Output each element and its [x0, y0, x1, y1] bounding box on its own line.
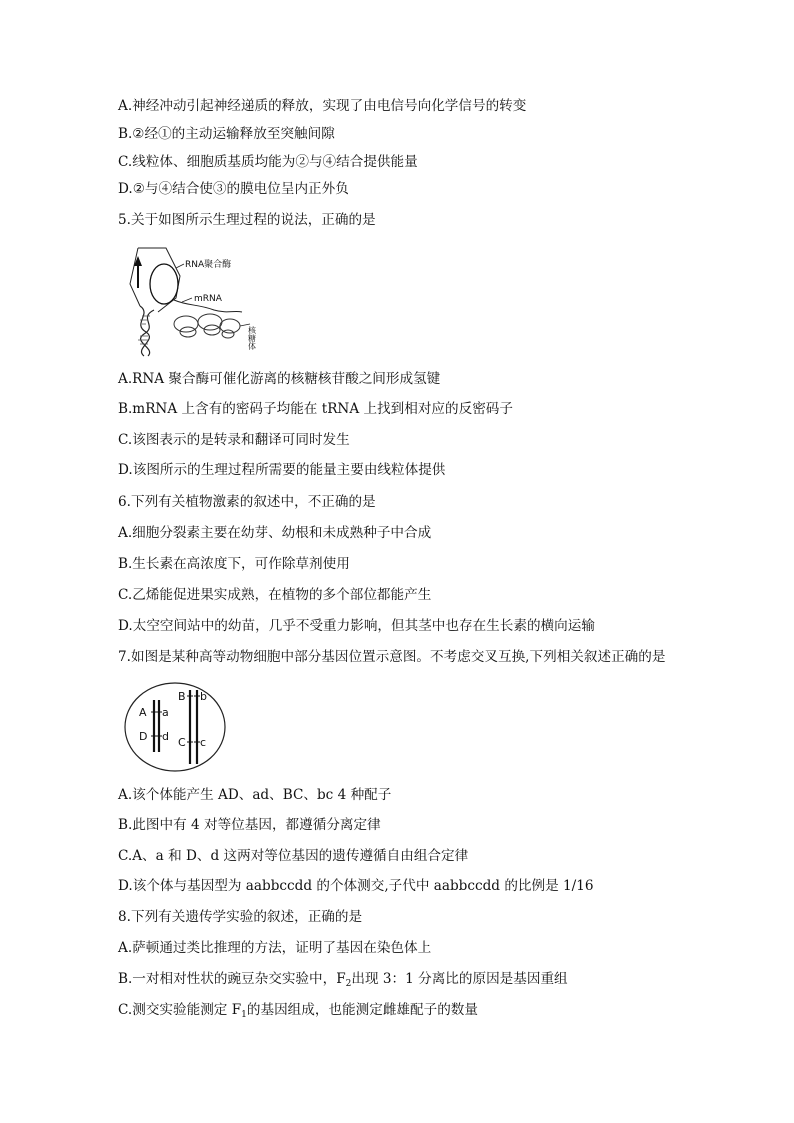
rna-polymerase-pointer — [176, 264, 184, 268]
q6-stem: 6.下列有关植物激素的叙述中，不正确的是 — [118, 494, 376, 510]
gene-label-D: D — [139, 730, 148, 743]
q8-option-c-subscript: 1 — [241, 1010, 247, 1020]
ribosomes — [174, 314, 240, 338]
transcription-translation-figure — [118, 240, 278, 358]
q8-option-b-post: 出现 3：1 分离比的原因是基因重组 — [351, 971, 568, 987]
gene-label-d: d — [162, 730, 169, 743]
q8-option-b-subscript: 2 — [345, 979, 352, 989]
label-ribosome: 核糖体 — [247, 326, 257, 350]
q6-option-b: B.生长素在高浓度下，可作除草剂使用 — [118, 556, 350, 572]
gene-label-B: B — [178, 690, 186, 703]
cell-outline — [125, 683, 225, 771]
q5-option-c: C.该图表示的是转录和翻译可同时发生 — [118, 432, 350, 448]
q5-stem: 5.关于如图所示生理过程的说法，正确的是 — [118, 212, 376, 228]
q4-option-b: B.②经①的主动运输释放至突触间隙 — [118, 126, 335, 142]
q8-option-b — [118, 969, 568, 994]
q8-stem: 8.下列有关遗传学实验的叙述，正确的是 — [118, 909, 363, 925]
rna-polymerase-shape — [150, 264, 178, 304]
gene-label-A: A — [139, 706, 147, 719]
q7-option-a: A.该个体能产生 AD、ad、BC、bc 4 种配子 — [118, 787, 392, 803]
q7-stem: 7.如图是某种高等动物细胞中部分基因位置示意图。不考虑交叉互换,下列相关叙述正确的是 — [118, 649, 666, 665]
q8-option-c-post: 的基因组成，也能测定雌雄配子的数量 — [246, 1002, 478, 1018]
q6-option-d: D.太空空间站中的幼苗，几乎不受重力影响，但其茎中也存在生长素的横向运输 — [118, 618, 595, 634]
gene-location-figure — [122, 680, 228, 774]
q7-option-c: C.A、a 和 D、d 这两对等位基因的遗传遵循自由组合定律 — [118, 848, 469, 864]
q8-option-b-pre: B.一对相对性状的豌豆杂交实验中，F — [118, 971, 346, 987]
q4-option-a: A.神经冲动引起神经递质的释放，实现了由电信号向化学信号的转变 — [118, 98, 527, 114]
gene-label-c: c — [200, 736, 207, 749]
gene-label-b: b — [200, 690, 207, 703]
q7-option-d: D.该个体与基因型为 aabbccdd 的个体测交,子代中 aabbccdd 的比例是 1/16 — [118, 878, 594, 894]
q8-option-c — [118, 1000, 478, 1025]
q7-option-b: B.此图中有 4 对等位基因，都遵循分离定律 — [118, 817, 381, 833]
q5-option-d: D.该图所示的生理过程所需要的能量主要由线粒体提供 — [118, 462, 446, 478]
q4-option-d: D.②与④结合使③的膜电位呈内正外负 — [118, 181, 349, 197]
q5-option-a: A.RNA 聚合酶可催化游离的核糖核苷酸之间形成氢键 — [118, 371, 441, 387]
q4-option-c: C.线粒体、细胞质基质均能为②与④结合提供能量 — [118, 154, 418, 170]
q6-option-a: A.细胞分裂素主要在幼芽、幼根和未成熟种子中合成 — [118, 525, 432, 541]
q6-option-c: C.乙烯能促进果实成熟，在植物的多个部位都能产生 — [118, 587, 432, 603]
mrna-pointer — [182, 298, 192, 302]
q8-option-c-pre: C.测交实验能测定 F — [118, 1002, 242, 1018]
q8-option-a: A.萨顿通过类比推理的方法，证明了基因在染色体上 — [118, 940, 432, 956]
label-mrna: mRNA — [194, 294, 222, 304]
gene-label-C: C — [178, 736, 186, 749]
gene-label-a: a — [162, 706, 169, 719]
label-rna-polymerase: RNA聚合酶 — [185, 260, 232, 270]
q5-option-b: B.mRNA 上含有的密码子均能在 tRNA 上找到相对应的反密码子 — [118, 401, 513, 417]
